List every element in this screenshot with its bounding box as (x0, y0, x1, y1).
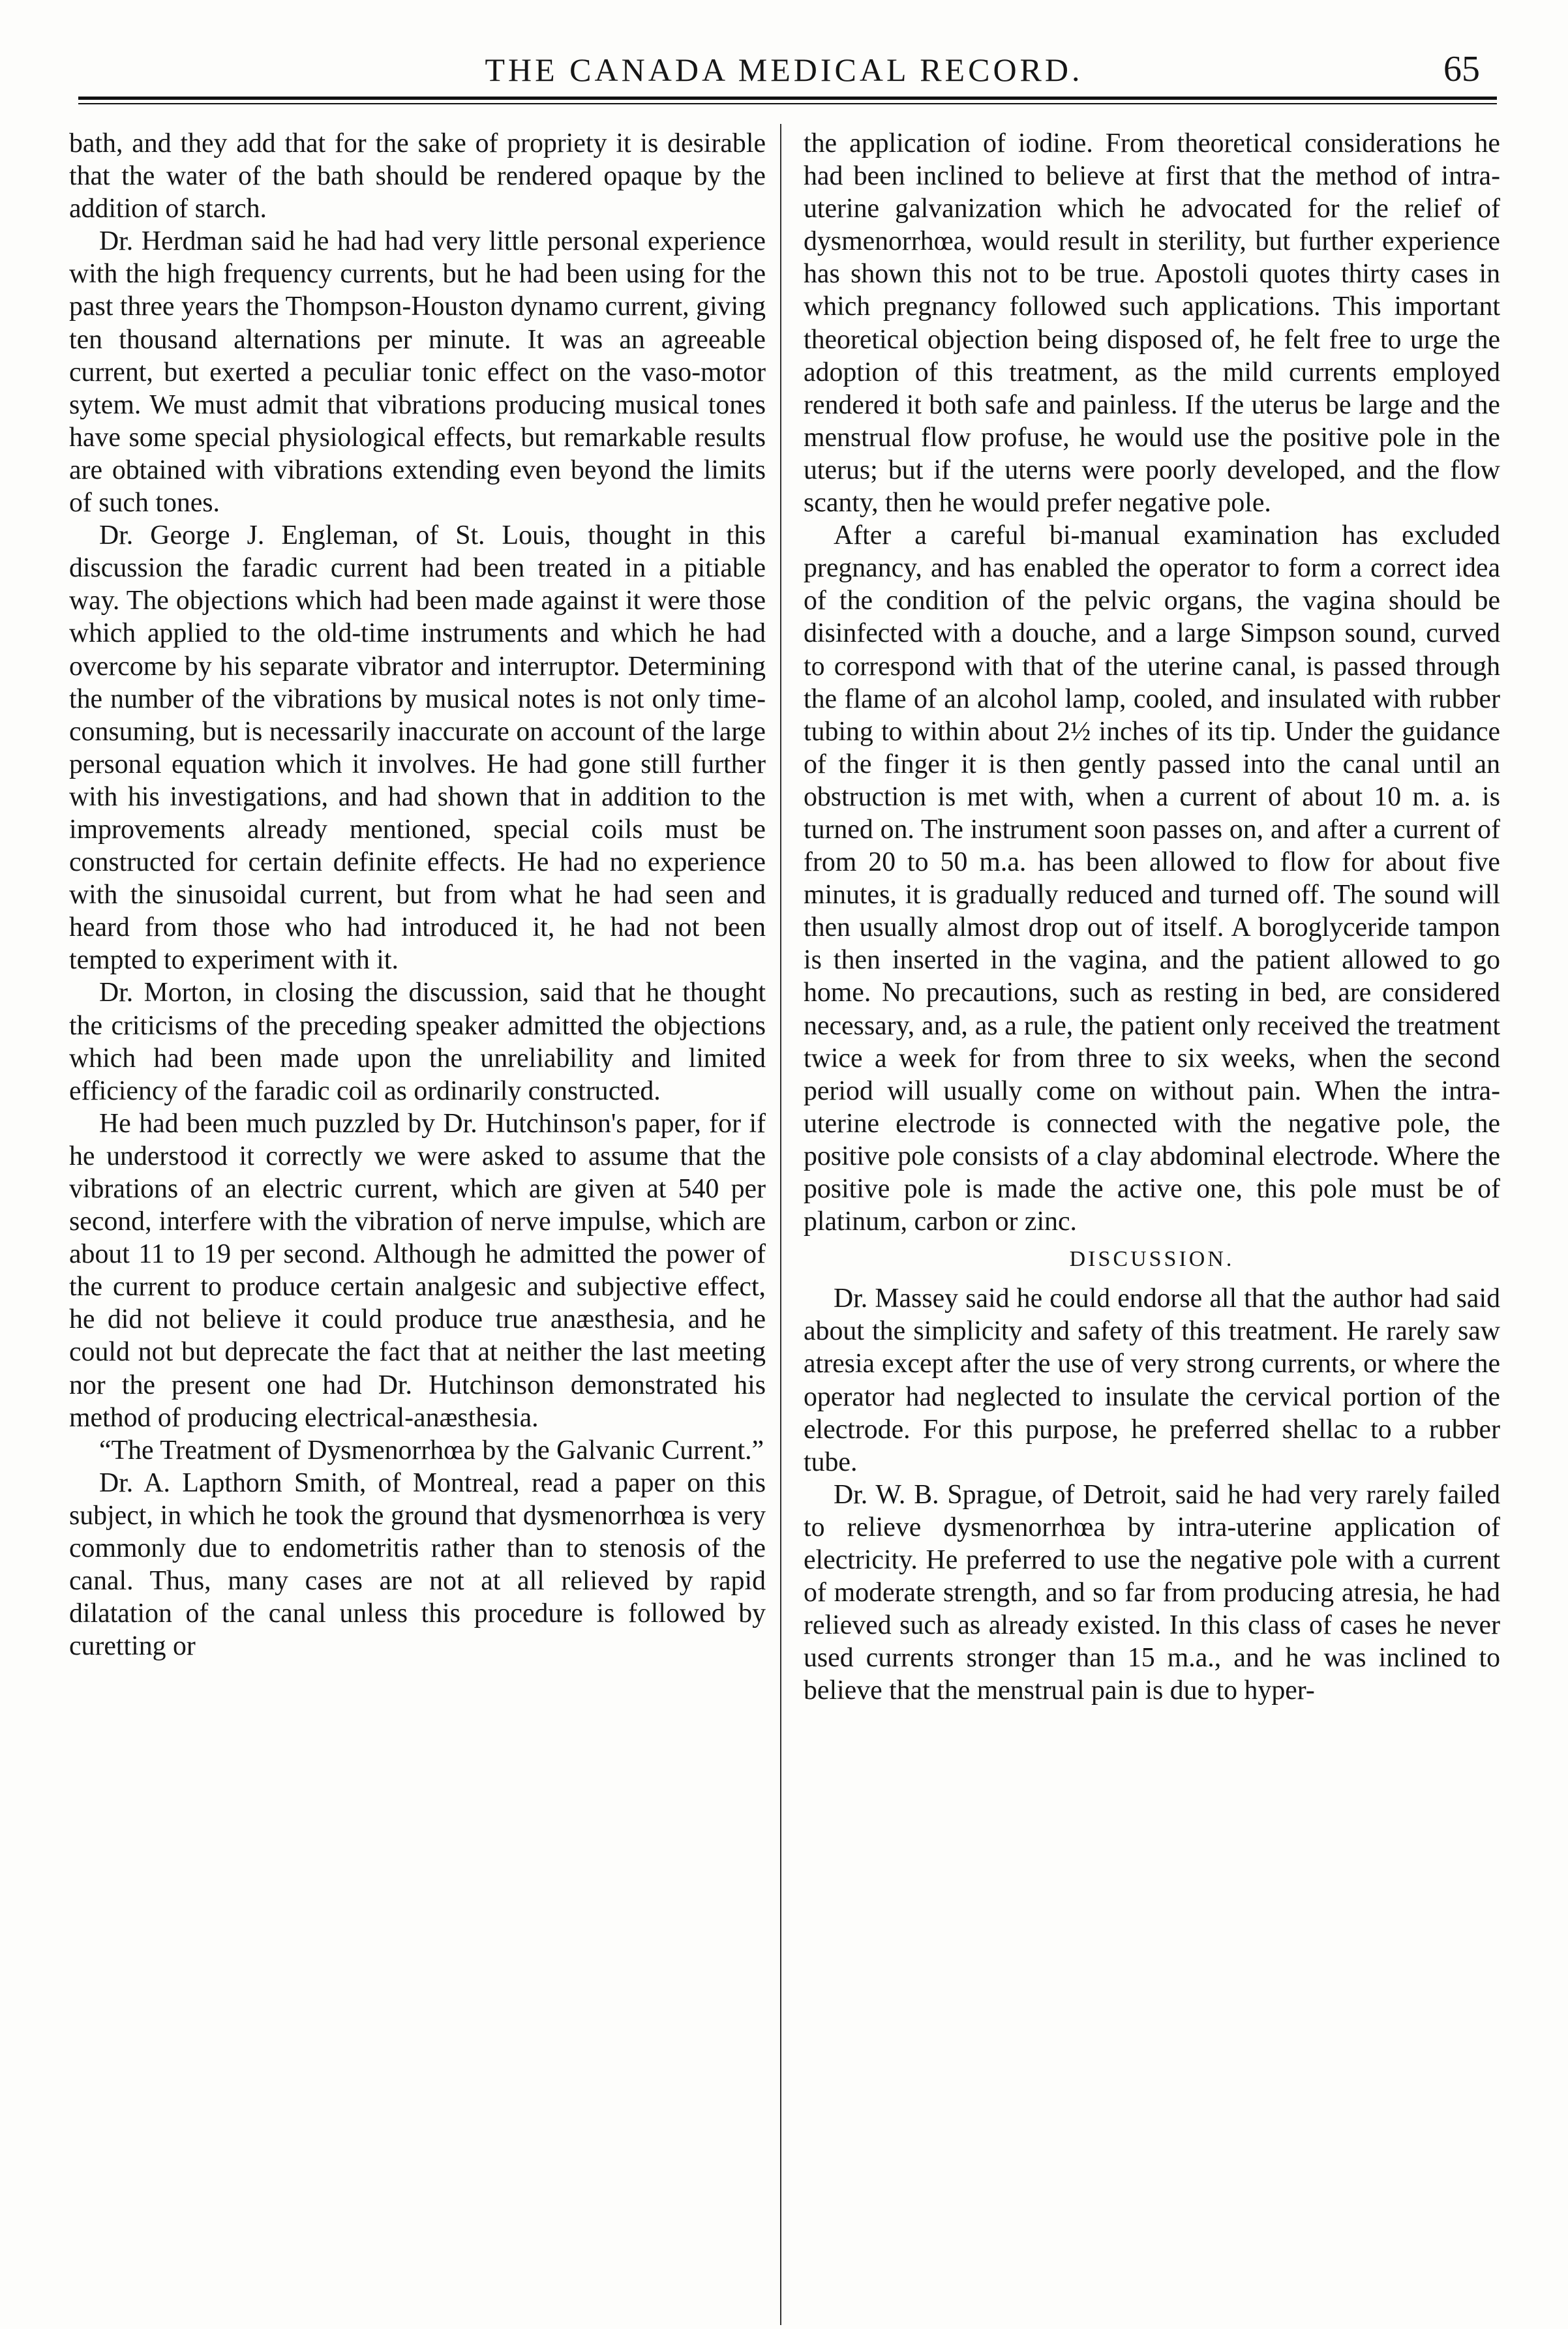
paragraph: Dr. Morton, in closing the discussion, said that he thought the criticisms of the preceding speaker admitted the objections which had been made upon the unreliability and limited efficiency of the faradic coil as ordinarily constructed. (69, 978, 766, 1106)
header-rule-thick (78, 97, 1497, 100)
paragraph: Dr. George J. Engleman, of St. Louis, thought in this discussion the faradic current had been treated in a pitiable way. The objections which had been made against it were those which applied to the old-time instruments and which he had overcome by his separate vibrator and interruptor. Determining the number of the vibrations by musical notes is not only time-consuming, but is necessarily inaccurate on account of the large personal equation which it involves. He had gone still further with his investigations, and had shown that in addition to the improvements already mentioned, special coils must be constructed for certain definite effects. He had no experience with the sinusoidal current, but from what he had seen and heard from those who had introduced it, he had not been tempted to experiment with it. (69, 520, 766, 976)
paper-title: “The Treatment of Dysmenorrhœa by the Galvanic Current.” (99, 1435, 764, 1465)
paragraph: Dr. Herdman said he had had very little personal experience with the high frequency currents, but he had been using for the past three years the Thompson-Houston dynamo current, giving ten thousand alternations per minute. It was an agreeable current, but exerted a peculiar tonic effect on the vaso-motor sytem. We must admit that vibrations producing musical tones have some special physiological effects, but remarkable results are obtained with vibrations extending even beyond the limits of such tones. (69, 226, 766, 518)
section-heading: DISCUSSION. (1069, 1247, 1235, 1272)
page-header (0, 39, 1568, 98)
right-column (804, 127, 1500, 2322)
paragraph: Dr. W. B. Sprague, of Detroit, said he had very rarely failed to relieve dysmenorrhœa by intra-uterine application of electricity. He preferred to use the negative pole with a current of moderate strength, and so far from producing atresia, he had relieved such as already existed. In this class of cases he never used currents stronger than 15 m.a., and he was inclined to believe that the menstrual pain is due to hyper- (804, 1479, 1500, 1706)
paragraph: After a careful bi-manual examination has excluded pregnancy, and has enabled the operator to form a correct idea of the condition of the pelvic organs, the vagina should be disinfected with a douche, and a large Simpson sound, curved to correspond with that of the uterine canal, is passed through the flame of an alcohol lamp, cooled, and insulated with rubber tubing to within about 2½ inches of its tip. Under the guidance of the finger it is then gently passed into the canal until an obstruction is met with, when a current of about 10 m. a. is turned on. The instrument soon passes on, and after a current of from 20 to 50 m.a. has been allowed to flow for about five minutes, it is gradually reduced and turned off. The sound will then usually almost drop out of itself. A boroglyceride tampon is then inserted in the vagina, and the patient allowed to go home. No precautions, such as resting in bed, are considered necessary, and, as a rule, the patient only received the treatment twice a week for from three to six weeks, when the second period will usually come on without pain. When the intra-uterine electrode is connected with the negative pole, the positive pole consists of a clay abdominal electrode. Where the positive pole is made the active one, this pole must be of platinum, carbon or zinc. (804, 520, 1500, 1237)
left-column (69, 127, 766, 2322)
paragraph: Dr. Massey said he could endorse all that the author had said about the simplicity and safety of this treatment. He rarely saw atresia except after the use of very strong currents, or where the operator had neglected to insulate the cervical portion of the electrode. For this purpose, he preferred shellac to a rubber tube. (804, 1284, 1500, 1477)
running-title: THE CANADA MEDICAL RECORD. (485, 52, 1083, 88)
paragraph: Dr. A. Lapthorn Smith, of Montreal, read a paper on this subject, in which he took the ground that dysmenorrhœa is very commonly due to endometritis rather than to stenosis of the canal. Thus, many cases are not at all relieved by rapid dilatation of the canal unless this procedure is followed by curetting or (69, 1467, 766, 1662)
header-rule-thin (78, 103, 1497, 104)
column-divider (780, 124, 781, 2325)
page-number: 65 (1443, 49, 1480, 89)
paragraph: the application of iodine. From theoretical considerations he had been inclined to believe at first that the method of intra-uterine galvanization which he advocated for the relief of dysmenorrhœa, would result in sterility, but further experience has shown this not to be true. Apostoli quotes thirty cases in which pregnancy followed such applications. This important theoretical objection being disposed of, he felt free to urge the adoption of this treatment, as the mild currents employed rendered it both safe and painless. If the uterus be large and the menstrual flow profuse, he would use the positive pole in the uterus; but if the uterns were poorly developed, and the flow scanty, then he would prefer negative pole. (804, 128, 1500, 518)
paragraph: bath, and they add that for the sake of propriety it is desirable that the water of the bath should be rendered opaque by the addition of starch. (69, 128, 766, 224)
paragraph: He had been much puzzled by Dr. Hutchinson's paper, for if he understood it correctly we were asked to assume that the vibrations of an electric current, which are given at 540 per second, interfere with the vibration of nerve impulse, which are about 11 to 19 per second. Although he admitted the power of the current to produce certain analgesic and subjective effect, he did not believe it could produce true anæsthesia, and he could not but deprecate the fact that at neither the last meeting nor the present one had Dr. Hutchinson demonstrated his method of producing electrical-anæsthesia. (69, 1108, 766, 1433)
